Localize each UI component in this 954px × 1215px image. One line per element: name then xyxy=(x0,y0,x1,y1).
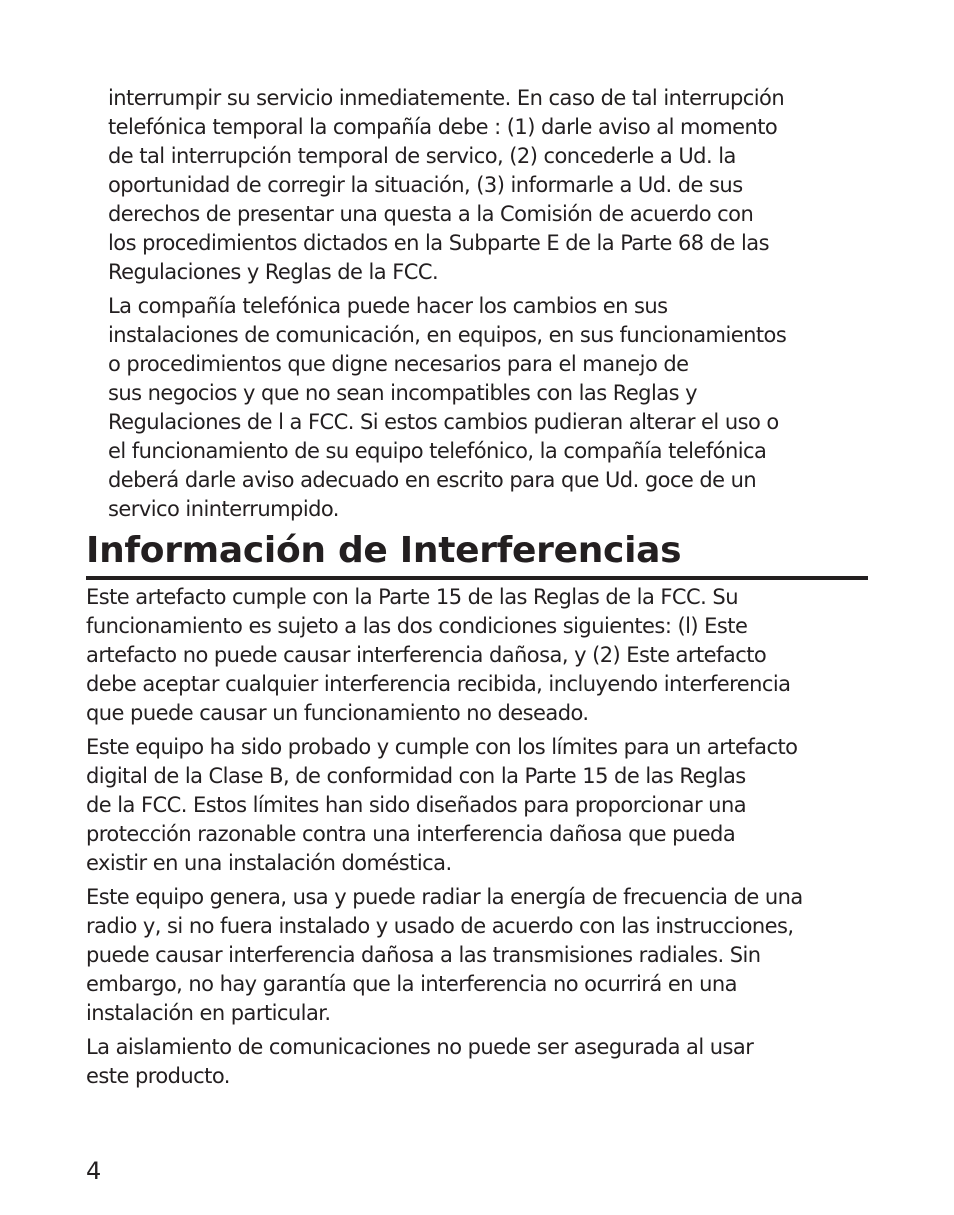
section-paragraph-privacy: La aislamiento de comunicaciones no puede ser asegurada al usar este producto. xyxy=(86,1035,754,1088)
section-heading: Información de Interferencias xyxy=(86,528,868,580)
intro-paragraph-company-changes: La compañía telefónica puede hacer los cambios en sus instalaciones de comunicación, en equipos, en sus funcionamientos o procedimientos que digne necesarios para el manejo de sus negocios y que no sean incompatibles con las Reglas y Regulaciones de l a FCC. Si estos cambios pudieran alterar el uso o el funcionamiento de su equipo telefónico, la compañía telefónica deberá darle aviso adecuado en escrito para que Ud. goce de un servico ininterrumpido. xyxy=(108,294,787,521)
section-body xyxy=(86,583,868,1091)
intro-paragraph-service-interruption: interrumpir su servicio inmediatemente. En caso de tal interrupción telefónica temporal la compañía debe : (1) darle aviso al momento de tal interrupción temporal de servico, (2) concederle a Ud. la oportunidad de corregir la situación, (3) informarle a Ud. de sus derechos de presentar una questa a la Comisión de acuerdo con los procedimientos dictados en la Subparte E de la Parte 68 de las Regulaciones y Reglas de la FCC. xyxy=(108,86,785,284)
section-paragraph-radio-energy: Este equipo genera, usa y puede radiar la energía de frecuencia de una radio y, si no fuera instalado y usado de acuerdo con las instrucciones, puede causar interferencia dañosa a las transmisiones radiales. Sin embargo, no hay garantía que la interferencia no ocurrirá en una instalación en particular. xyxy=(86,885,803,1025)
interference-section xyxy=(86,528,868,1096)
intro-text-block xyxy=(108,84,868,529)
section-paragraph-class-b-limits: Este equipo ha sido probado y cumple con los límites para un artefacto digital de la Clase B, de conformidad con la Parte 15 de las Reglas de la FCC. Estos límites han sido diseñados para proporcionar una protección razonable contra una interferencia dañosa que pueda existir en una instalación doméstica. xyxy=(86,735,798,875)
section-paragraph-fcc-part15: Este artefacto cumple con la Parte 15 de las Reglas de la FCC. Su funcionamiento es sujeto a las dos condiciones siguientes: (l) Este artefacto no puede causar interferencia dañosa, y (2) Este artefacto debe aceptar cualquier interferencia recibida, incluyendo interferencia que puede causar un funcionamiento no deseado. xyxy=(86,585,791,725)
page-number: 4 xyxy=(86,1157,102,1185)
